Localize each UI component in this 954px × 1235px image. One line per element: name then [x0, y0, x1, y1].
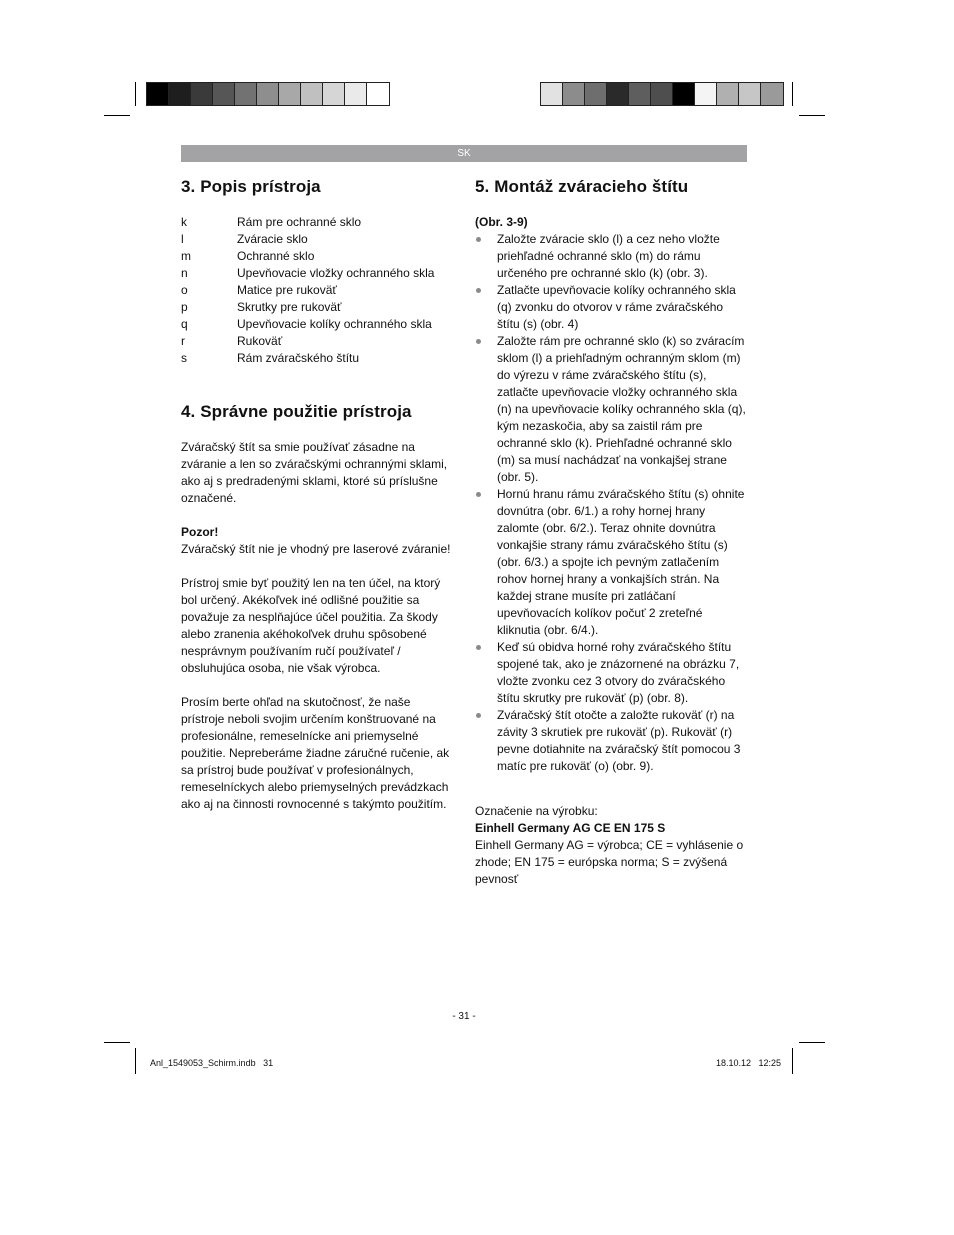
legend-text: Rám zváračského štítu — [237, 351, 360, 365]
legend-key: n — [181, 266, 188, 280]
parts-legend — [181, 214, 434, 367]
color-bar-right-swatch — [541, 83, 563, 105]
section-4-title: 4. Správne použitie prístroja — [181, 402, 412, 421]
color-bar-right-swatch — [629, 83, 651, 105]
professional-use-paragraph: Prosím berte ohľad na skutočnosť, že naše prístroje neboli svojim určením konštruované na profesionálne, remeselnícke ani priemyselné použitie. Nepreberáme žiadne záručné ručenie, ak sa prístroj bude používať v profesionálnych, remeselníckych alebo priemyselných prevádzkach ako aj na činnosti rovnocenné s takýmto použitím. — [181, 695, 450, 811]
section-5-title: 5. Montáž zváracieho štítu — [475, 177, 689, 196]
legend-text: Zváracie sklo — [237, 232, 308, 246]
marking-explanation: Einhell Germany AG = výrobca; CE = vyhlásenie o zhode; EN 175 = európska norma; S = zvýšená pevnosť — [475, 838, 744, 886]
color-bar-left-swatch — [301, 83, 323, 105]
section-3-title: 3. Popis prístroja — [181, 177, 321, 196]
color-bar-left-swatch — [257, 83, 279, 105]
crop-mark — [135, 1048, 136, 1074]
legend-text: Upevňovacie kolíky ochranného skla — [237, 317, 432, 331]
color-bar-right-swatch — [563, 83, 585, 105]
color-bar-left-swatch — [169, 83, 191, 105]
page-number: - 31 - — [452, 1011, 476, 1022]
color-bar-left-swatch — [147, 83, 169, 105]
section-4-body — [181, 439, 453, 813]
file-info: Anl_1549053_Schirm.indb 31 — [150, 1058, 274, 1068]
print-datetime: 18.10.12 12:25 — [716, 1058, 782, 1068]
crop-mark — [792, 1048, 793, 1074]
section-5-body — [475, 214, 749, 775]
liability-paragraph: Prístroj smie byť použitý len na ten účel, na ktorý bol určený. Akékoľvek iné odlišné použitie sa považuje za nesplňajúce účel použitia. Za škody alebo zranenia akéhokoľvek druhu spôsobené nesprávnym používaním ručí používateľ / obsluhujúca osoba, nie však výrobca. — [181, 576, 441, 675]
legend-row — [181, 248, 434, 265]
crop-mark — [792, 82, 793, 106]
color-calibration-bar-right — [540, 82, 784, 106]
legend-text: Rukoväť — [237, 334, 283, 348]
color-bar-right-swatch — [695, 83, 717, 105]
assembly-step: Založte zváracie sklo (l) a cez neho vložte priehľadné ochranné sklo (m) do rámu určeného pre ochranné sklo (k) (obr. 3). — [475, 231, 749, 282]
color-bar-left-swatch — [345, 83, 367, 105]
color-bar-left-swatch — [235, 83, 257, 105]
crop-mark — [104, 1042, 130, 1043]
legend-key: k — [181, 215, 187, 229]
assembly-step: Zatlačte upevňovacie kolíky ochranného skla (q) zvonku do otvorov v ráme zváračského štítu (s) (obr. 4) — [475, 282, 749, 333]
legend-key: l — [181, 232, 184, 246]
legend-key: q — [181, 317, 188, 331]
color-bar-right-swatch — [717, 83, 739, 105]
color-calibration-bar-left — [146, 82, 390, 106]
legend-row — [181, 316, 434, 333]
assembly-step: Keď sú obidva horné rohy zváračského štítu spojené tak, ako je znázornené na obrázku 7, vložte zvonku cez 3 otvory do zváračského štítu skrutky pre rukoväť (p) (obr. 8). — [475, 639, 749, 707]
legend-row — [181, 282, 434, 299]
figure-reference: (Obr. 3-9) — [475, 215, 528, 229]
color-bar-right-swatch — [651, 83, 673, 105]
color-bar-right-swatch — [739, 83, 761, 105]
color-bar-left-swatch — [213, 83, 235, 105]
color-bar-left-swatch — [323, 83, 345, 105]
legend-key: o — [181, 283, 188, 297]
assembly-steps-list — [475, 231, 749, 775]
legend-row — [181, 350, 434, 367]
color-bar-left-swatch — [367, 83, 389, 105]
legend-row — [181, 231, 434, 248]
legend-row — [181, 333, 434, 350]
color-bar-right-swatch — [585, 83, 607, 105]
color-bar-right-swatch — [673, 83, 695, 105]
intended-use-paragraph: Zváračský štít sa smie používať zásadne na zváranie a len so zváračskými ochrannými sklami, ako aj s predradenými sklami, ktoré sú príslušne označené. — [181, 440, 448, 505]
legend-text: Matice pre rukoväť — [237, 283, 337, 297]
crop-mark — [799, 115, 825, 116]
assembly-step: Zváračský štít otočte a založte rukoväť (r) na závity 3 skrutiek pre rukoväť (p). Rukoväť (r) pevne dotiahnite na zváračský štít pomocou 3 matíc pre rukoväť (o) (obr. 9). — [475, 707, 749, 775]
legend-key: r — [181, 334, 185, 348]
language-label: SK — [457, 148, 471, 159]
color-bar-left-swatch — [279, 83, 301, 105]
warning-text: Zváračský štít nie je vhodný pre laserové zváranie! — [181, 542, 451, 556]
legend-text: Skrutky pre rukoväť — [237, 300, 342, 314]
legend-text: Ochranné sklo — [237, 249, 315, 263]
legend-row — [181, 299, 434, 316]
color-bar-right-swatch — [607, 83, 629, 105]
crop-mark — [799, 1042, 825, 1043]
crop-mark — [135, 82, 136, 106]
warning-title: Pozor! — [181, 525, 219, 539]
color-bar-right-swatch — [761, 83, 783, 105]
legend-text: Upevňovacie vložky ochranného skla — [237, 266, 435, 280]
product-marking — [475, 803, 747, 888]
crop-mark — [104, 115, 130, 116]
legend-key: p — [181, 300, 188, 314]
color-bar-left-swatch — [191, 83, 213, 105]
legend-text: Rám pre ochranné sklo — [237, 215, 362, 229]
marking-code: Einhell Germany AG CE EN 175 S — [475, 821, 666, 835]
legend-key: m — [181, 249, 191, 263]
legend-row — [181, 214, 434, 231]
marking-label: Označenie na výrobku: — [475, 804, 598, 818]
language-band — [181, 145, 747, 162]
assembly-step: Hornú hranu rámu zváračského štítu (s) ohnite dovnútra (obr. 6/1.) a rohy hornej hrany zalomte (obr. 6/2.). Teraz ohnite dovnútra vonkajšie strany rámu zváračského štítu (s) (obr. 6/3.) a spojte ich pevným zatlačením rohov hornej hrany a vonkajších strán. Na každej strane musíte pri zatláčaní upevňovacích kolíkov počuť 2 zreteľné kliknutia (obr. 6/4.). — [475, 486, 749, 639]
legend-row — [181, 265, 434, 282]
legend-key: s — [181, 351, 187, 365]
assembly-step: Založte rám pre ochranné sklo (k) so zváracím sklom (l) a priehľadným ochranným sklom (m) do výrezu v ráme zváračského štítu (s), zatlačte upevňovacie vložky ochranného skla (n) na upevňovacie kolíky ochranného skla (q), kým nezaskočia, aby sa zaistil rám pre ochranné sklo (k). Priehľadné ochranné sklo (m) sa musí nachádzať na vonkajšej strane (obr. 5). — [475, 333, 749, 486]
